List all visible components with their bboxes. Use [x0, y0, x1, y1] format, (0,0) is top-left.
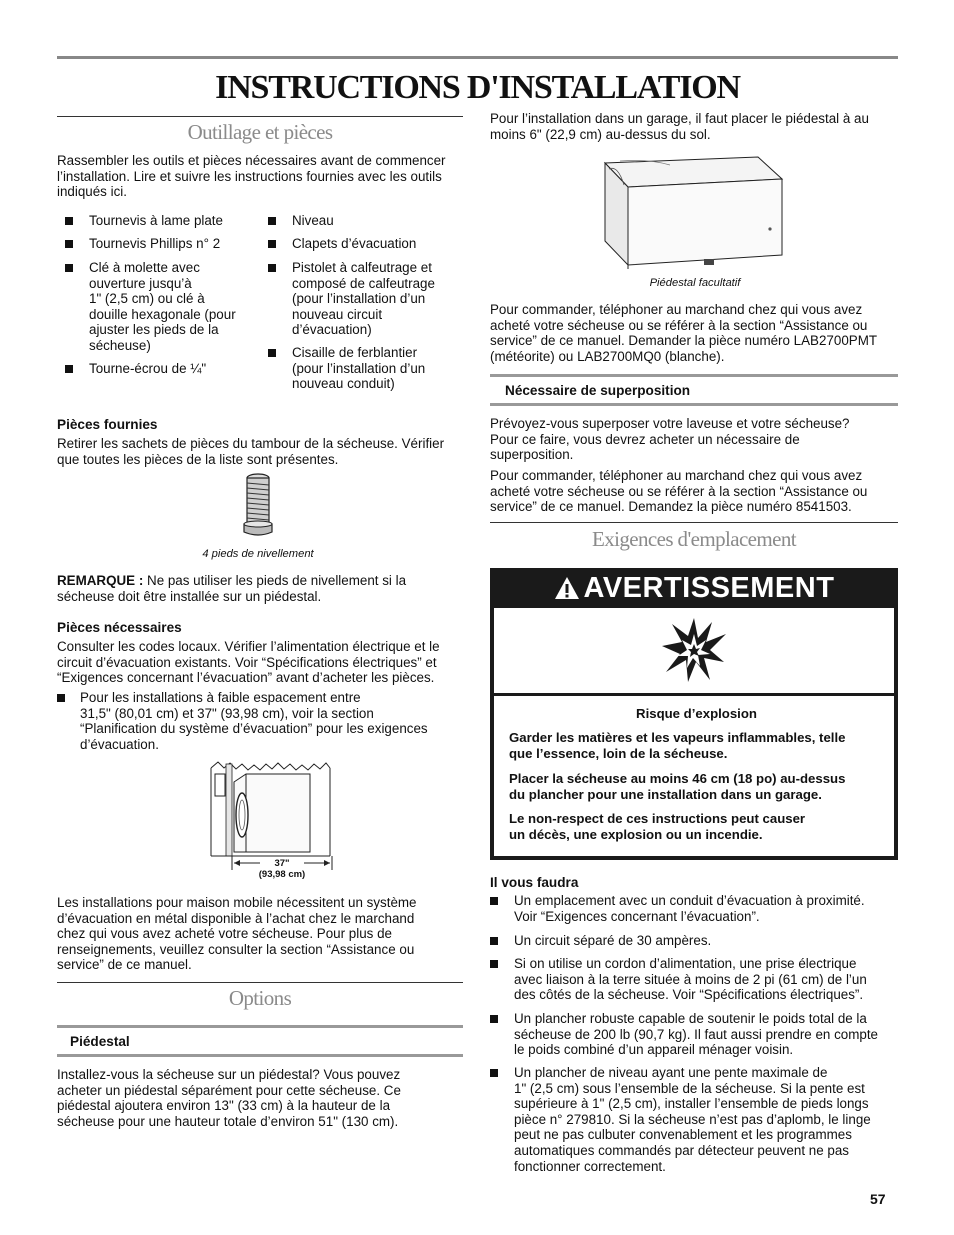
bullet-square-icon [57, 694, 65, 702]
section-rule [490, 522, 898, 523]
tool-label: ajuster les pieds de la [89, 322, 219, 338]
section-heading-options: Options [228, 986, 292, 1010]
text-line: 31,5" (80,01 cm) et 37" (93,98 cm), voir la section [80, 705, 374, 721]
section-rule [57, 116, 463, 117]
text-line: Pour commander, téléphoner au marchand chez qui vous avez [490, 302, 863, 317]
text-line: supérieure à 1" (2,5 cm), installer l’ensemble de pieds longs [514, 1096, 869, 1112]
tool-label: d’évacuation) [292, 322, 372, 338]
piedestal-text [57, 1067, 463, 1129]
tool-label: douille hexagonale (pour [89, 306, 236, 322]
text-line: Un emplacement avec un conduit d’évacuation à proximité. [514, 893, 865, 908]
text-line: acheté votre sécheuse ou se référer à la section “Assistance ou [490, 483, 868, 499]
warning-box [490, 568, 898, 860]
pedestal-caption: Piédestal facultatif [649, 277, 741, 289]
text-line: l’installation. Lire et suivre les instructions fournies avec les outils [57, 168, 442, 184]
text-line: Pour commander, téléphoner au marchand chez qui vous avez [490, 468, 863, 483]
tool-label: Tournevis à lame plate [89, 213, 223, 228]
stacking-text-2 [490, 468, 900, 515]
text-line: Un circuit séparé de 30 ampères. [514, 933, 712, 948]
text-line: Pour les installations à faible espacement entre [80, 690, 361, 705]
text-line: Les installations pour maison mobile nécessitent un système [57, 895, 417, 910]
text-line: (météorite) ou LAB2700MQ0 (blanche). [490, 348, 725, 364]
bullet-square-icon [65, 264, 73, 272]
bullet-square-icon [268, 217, 276, 225]
alcove-dryer-illustration [206, 760, 336, 860]
warning-paragraph [509, 771, 884, 802]
text-line: circuit d’évacuation existants. Voir “Spécifications électriques” et [57, 654, 437, 670]
garage-text [490, 111, 900, 142]
pedestal-illustration [600, 155, 785, 275]
text-line: sécheuse de 200 lb (90,7 kg). Il faut aussi prendre en compte [514, 1026, 878, 1042]
tool-label: sécheuse) [89, 337, 151, 353]
text-line: un décès, une explosion ou un incendie. [509, 826, 763, 842]
stacking-heading: Nécessaire de superposition [505, 383, 691, 398]
dimension-inches: 37" [274, 858, 290, 869]
bullet-square-icon [490, 1015, 498, 1023]
subsection-rule [490, 403, 898, 406]
text-line: le poids combiné d’un appareil ménager voisin. [514, 1042, 794, 1058]
tool-label: Clapets d’évacuation [292, 236, 417, 251]
tool-label: ouverture jusqu’à [89, 275, 192, 291]
text-line: des côtés de la sécheuse. Voir “Spécifications électriques”. [514, 987, 864, 1003]
page-title: INSTRUCTIONS D'INSTALLATION [215, 69, 740, 106]
text-line: acheté votre sécheuse ou se référer à la section “Assistance ou [490, 317, 868, 333]
explosion-icon [660, 616, 728, 684]
text-line: service” de ce manuel. [57, 957, 192, 973]
remarque-text: Ne pas utiliser les pieds de nivellement si la [143, 573, 407, 588]
tool-label: Cisaille de ferblantier [292, 345, 418, 360]
text-line: Pour l’installation dans un garage, il faut placer le piédestal à au [490, 111, 869, 126]
text-line: du plancher pour une installation dans un garage. [509, 786, 822, 802]
bullet-square-icon [268, 264, 276, 272]
text-line: Le non-respect de ces instructions peut causer [509, 811, 806, 826]
text-line: Prévoyez-vous superposer votre laveuse et votre sécheuse? [490, 416, 850, 431]
bullet-square-icon [490, 937, 498, 945]
text-line: Rassembler les outils et pièces nécessaires avant de commencer [57, 153, 446, 168]
outillage-intro [57, 153, 463, 200]
text-line: Consulter les codes locaux. Vérifier l’alimentation électrique et le [57, 639, 440, 654]
bullet-square-icon [65, 217, 73, 225]
warning-paragraph [509, 811, 884, 842]
tool-label: nouveau conduit) [292, 376, 395, 392]
pieces-necessaires-heading: Pièces nécessaires [57, 620, 182, 635]
text-line: 1" (2,5 cm) sous l’ensemble de la sécheuse. Si la pente est [514, 1080, 865, 1096]
stacking-text-1 [490, 416, 900, 463]
text-line: acheter un piédestal séparément pour cette sécheuse. Ce [57, 1082, 401, 1098]
leveling-feet-caption: 4 pieds de nivellement [202, 548, 314, 560]
warning-paragraph [509, 730, 884, 761]
pieces-fournies-heading: Pièces fournies [57, 417, 158, 432]
text-line: piédestal ajoutera environ 13" (33 cm) à la hauteur de la [57, 1098, 391, 1114]
tool-label: (pour l’installation d’un [292, 291, 426, 307]
text-line: Pour ce faire, vous devrez acheter un nécessaire de [490, 431, 800, 447]
order-pedestal-text [490, 302, 900, 364]
text-line: automatiques commandés par détecteur peuvent ne pas [514, 1142, 849, 1158]
bullet-square-icon [490, 1069, 498, 1077]
section-heading-exigences: Exigences d'emplacement [592, 527, 796, 551]
dimension-label [232, 858, 332, 880]
warning-title-band [490, 568, 898, 606]
text-line: Installez-vous la sécheuse sur un piédestal? Vous pouvez [57, 1067, 401, 1082]
tool-label: composé de calfeutrage [292, 275, 435, 291]
tool-label: 1" (2,5 cm) ou clé à [89, 291, 205, 307]
text-line: moins 6" (22,9 cm) au-dessus du sol. [490, 126, 711, 142]
text-line: peut ne pas culbuter convenablement et les programmes [514, 1127, 852, 1143]
subsection-rule [57, 1054, 463, 1057]
text-line: Retirer les sachets de pièces du tambour de la sécheuse. Vérifier [57, 436, 445, 451]
text-line: d’évacuation en métal disponible à l’achat chez le marchand [57, 910, 415, 926]
tool-label: Niveau [292, 213, 334, 228]
text-line: chez qui vous avez acheté votre sécheuse. Pour plus de [57, 926, 392, 942]
text-line: “Planification du système d’évacuation” pour les exigences [80, 721, 428, 737]
bullet-square-icon [65, 240, 73, 248]
text-line: indiqués ici. [57, 184, 127, 200]
text-line: Un plancher de niveau ayant une pente maximale de [514, 1065, 828, 1080]
mobile-home-text [57, 895, 463, 973]
tool-label: Pistolet à calfeutrage et [292, 260, 432, 275]
text-line: “Exigences concernant l’évacuation” avant d’acheter les pièces. [57, 670, 435, 686]
tool-label: Tournevis Phillips n° 2 [89, 236, 221, 251]
warning-title: AVERTISSEMENT [583, 572, 835, 604]
needs-heading: Il vous faudra [490, 875, 579, 890]
tool-label: nouveau circuit [292, 306, 383, 322]
text-line: d’évacuation. [80, 736, 159, 752]
text-line: sécheuse pour une hauteur totale d’environ 51" (130 cm). [57, 1113, 399, 1129]
text-line: que toutes les pièces de la liste sont présentes. [57, 451, 339, 467]
warning-pictogram-panel [494, 608, 894, 693]
bullet-square-icon [268, 349, 276, 357]
warning-message-panel [494, 696, 894, 856]
text-line: sécheuse doit être installée sur un piédestal. [57, 588, 322, 604]
remarque-label: REMARQUE : [57, 573, 144, 588]
bullet-square-icon [490, 960, 498, 968]
dimension-cm: (93,98 cm) [258, 869, 306, 880]
text-line: service” de ce manuel. Demander la pièce numéro LAB2700PMT [490, 333, 878, 349]
text-line: Un plancher robuste capable de soutenir le poids total de la [514, 1011, 867, 1026]
tool-label: Clé à molette avec [89, 260, 200, 275]
text-line: Placer la sécheuse au moins 46 cm (18 po) au-dessus [509, 771, 846, 786]
text-line: superposition. [490, 447, 574, 463]
text-line: fonctionner correctement. [514, 1158, 666, 1174]
section-rule [57, 982, 463, 983]
tool-label: Tourne-écrou de ¼" [89, 361, 207, 376]
top-rule [57, 56, 898, 59]
piedestal-heading: Piédestal [70, 1034, 130, 1049]
bullet-square-icon [268, 240, 276, 248]
text-line: que l’essence, loin de la sécheuse. [509, 745, 728, 761]
warning-risk: Risque d’explosion [636, 706, 757, 721]
pieces-fournies-text [57, 436, 463, 467]
text-line: renseignements, veuillez consulter la section “Assistance ou [57, 941, 415, 957]
page-number: 57 [870, 1191, 886, 1207]
section-heading-outillage: Outillage et pièces [187, 120, 333, 144]
subsection-rule [490, 374, 898, 377]
remarque-note [57, 573, 463, 604]
leveling-foot-icon [238, 472, 278, 542]
text-line: Si on utilise un cordon d’alimentation, une prise électrique [514, 956, 857, 971]
text-line: pièce n° 279810. Si la sécheuse n’est pas d’aplomb, le linge [514, 1111, 871, 1127]
pieces-necessaires-text [57, 639, 467, 686]
remarque-line [57, 573, 463, 589]
warning-triangle-icon [554, 576, 580, 600]
text-line: Voir “Exigences concernant l’évacuation”. [514, 908, 760, 924]
text-line: service” de ce manuel. Demandez la pièce numéro 8541503. [490, 499, 852, 515]
text-line: Garder les matières et les vapeurs inflammables, telle [509, 730, 846, 745]
bullet-square-icon [65, 365, 73, 373]
subsection-rule [57, 1025, 463, 1028]
bullet-square-icon [490, 897, 498, 905]
tool-label: (pour l’installation d’un [292, 360, 426, 376]
text-line: avec liaison à la terre située à moins de 2 pi (61 cm) de l’un [514, 971, 867, 987]
